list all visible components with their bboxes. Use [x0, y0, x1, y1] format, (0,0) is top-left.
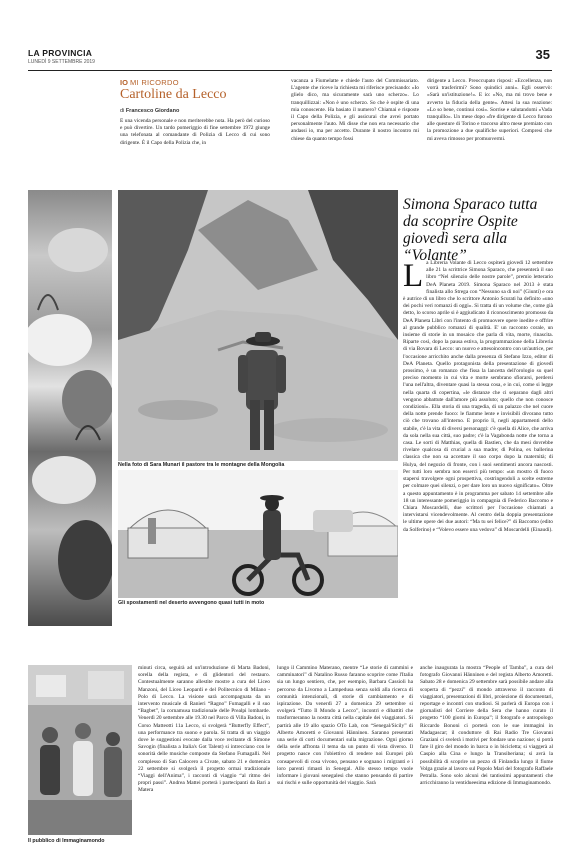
- feature-headline: Simona Sparaco tutta da scoprire Ospite giovedì sera alla “Volante”: [403, 196, 538, 264]
- herder-mountains-illustration: [118, 190, 398, 461]
- column-byline: [120, 108, 179, 114]
- column-text-1: È una vicenda personale e non meriterebbe nota. Ha però del curioso e può divertire. Un tardo pomeriggio di fine settembre 1972 giunge una telefonata al comandante di Polizia di Lecco di cui sono dirigente. È il Capo della Polizia che, in: [120, 118, 270, 146]
- feature-body-lead: a Libreria Volante di Lecco ospiterà giovedì 12 settembre alle 21 la scrittrice Simona Sparaco, che presenterà il suo libro “Nel silenzio delle nostre parole”, premio letterario DeA Planeta 2019.: [426, 260, 553, 288]
- newspaper-name: LA PROVINCIA: [28, 48, 93, 58]
- goats-illustration: [28, 190, 112, 626]
- photo-caption-motorcycle: Gli spostamenti nel deserto avvengono quasi tutti in moto: [118, 600, 265, 606]
- header-rule: [28, 70, 552, 71]
- byline-author: Francesco Giordano: [125, 108, 180, 114]
- motorcycle-yurts-illustration: [118, 470, 398, 598]
- column-text-2: vacanza a Fiumelatte e chiede l'auto del Commissariato. L'agente che riceve la richiesta mi riferisce precisando: «Io glielo dico, ma sicuramente sarà uno scherzo». Lo tranquillizzai: «Non è uno scherzo. So che è ospite di una mia conoscente. Ha basiato il numero? Chiamai e risposte il Capo della Polizia, e gli assicurai che avrei portato personalmente l'auto. Mi disse che non era necessario che andassi io, ma per accetto. Durante il nostro incontro mi chiese da quanto tempo fossi: [291, 78, 419, 142]
- column-kicker-label: MI RICORDO: [130, 78, 179, 87]
- column-title: Cartoline da Lecco: [120, 87, 227, 102]
- bottom-text-2: lungo il Cammino Materano, mentre “Le storie di cammini e camminatori” di Natalino Russo faranno scoprire come l'Italia sia un lungo sentiero, che, per esempio, Barbara Cassioli ha percorso da Livorno a Lampedusa senza soldi alla ricerca di comunità intenzionali, di storie di cambiamento e di ispirazione. Da venerdì 27 a domenica 29 settembre si svolgerà “Tutto Il Mondo a Lecco”, incontri e dibattiti che trasformeranno la nostra città nella capitale dei viaggiatori. Si partirà alle 19 allo spazio OTo Lab, con “Senegal/Sicily” di Alberto Amoretti e Giovanni Hänninen. Saranno presentati una serie di corti documentari sulla migrazione. Ogni giorno della serie affronta il tema da un punto di vista diverso. Il progetto nasce con l'obiettivo di rendere noi Europei più consapevoli di cosa vivono, pensano e sognano i migranti e i loro parenti rimasti in Senegal. Allo stesso tempo vuole informare i giovani senegalesi che stanno pensando di partire sui rischi e sulle opportunità del viaggio. Sarà: [277, 665, 413, 787]
- photo-caption-audience: Il pubblico di Immaginamondo: [28, 838, 105, 844]
- bottom-text-1: minuti circa, seguirà ad un'introduzione di Marta Badoni, sorella della regista, e di glidentori del restauro. Contestualmente saranno allestite mostre a cura del Liceo Manzoni, del Liceo Leopardi e del Politecnico di Milano - Polo di Lecco. La visione sarà accompagnata da un intervento musicale di Ranieri “Ragno” Fumagalli e il suo “Bagbet”, la cornamusa tradizionale delle Prealpi lombarde. Venerdì 20 settembre alle 19.30 nel Parco di Villa Badoni, in Corso Matteotti 11a Lecco, si svolgerà “Butterfly Effect”, una performance tra suono e parola. Si tratta di un viaggio dove le suggestioni evocate dalla voce recitante di Simone Savogin (finalista a Italia's Got Talent) si intrecciano con le sonorità delle musiche composte da Stefano Fumagalli. Nel complesso di San Calocero a Civate, sabato 21 e domenica 22 settembre si svolgerà il progetto ormai tradizionale “Viaggi dell'Anima”, i racconti di viaggio “al ritmo dei propri passi”. Andrea Mattei porterà i partecipanti da Bari a Matera: [138, 665, 270, 794]
- photo-herder-mountains: [118, 190, 398, 461]
- feature-dropcap: L: [403, 260, 424, 294]
- feature-body-rest: Simona Sparaco nel 2013 è stata finalista allo Strega con “Nessuno sa di noi” (Giunti) e ora è autrice di un libro che lo scrittore Antonio Scurati ha definito «uno dei pochi veri romanzi di oggi». Si tratta di un volume che, come già detto, lo scorso aprile si è aggiudicato il riconoscimento promosso da DeA Planeta Libri con l'intento di promuovere opere inedite e offrire al grande pubblico romanzi di qualità. E' un racconto corale, un insieme di storie in un mosaico che parla di vita, morte, rinascita. Riparte così, dopo la pausa estiva, la programmazione della Libreria di via Bovara di Lecco: un nuovo e attesoincontro con un'autrice, per l'occasione arricchito anche dalla presenza di Stefano Izzo, editor di DeA Planeta. Quello protagonista della presentazione di giovedì prossimo, è un romanzo che fissa la lancetta dell'orologio su quel preciso momento in cui vita e morte sembrano sfiorarsi, perdersi l'una nell'altra, diventare quasi la stessa cosa, e in cui, come si legge nella quarta di copertina, «le distanze che ci separano dagli altri vengono abbattute dall'amore più assoluto; quello che non conosce condizioni». Ella storia di una tragedia, di un palazzo che nel cuore della notte prende fuoco: le fiamme lente e invisibili divorano tutto ciò che trovano all'interno. E proprio lì, negli appartamenti dello stabile, c'è la vita di diversi personaggi: c'è quella di Alice, che arriva da sola nella sua città, suo padre; c'è la Vagabonda notte che torna a casa. Le sorti di Matthias, quella di Bastien, che da mesi dovrebbe rivelare qualcosa di crucial a sua madre; di Polina, ex ballerina classica che non sa accettare il suo corpo dopo la maternità; di Hulya, del negozio di fronte, con i suoi sentimenti ancora nascosti. Per tutti loro sembra non esserci più tempo: «un mostro di fuoco stapersi travolgere ogni prospettiva, costringendoli a scelte estreme per colmare quei silenzi, o per dare loro un nuovo significato». Oltre a questo appuntamento è in programma per sabato 14 settembre alle 18 un interessante pomeriggio in compagnia di Federico Baccomo e Chiara Moscardelli, due scrittori per l'occasione chiamati a intervistarsi vicendevolmente. Al centro della doppia presentazione le ultime opere dei due autori: “Ma tu sei felice?” di Baccomo (edito da Solferino) e “Volevo essere una vedova” di Moscardelli (Einaudi).: [403, 281, 553, 533]
- photo-caption-herder: Nella foto di Sara Munari il pastore tra le montagne della Mongolia: [118, 462, 285, 468]
- column-kicker: [120, 78, 179, 87]
- photo-goats-strip: [28, 190, 112, 626]
- bottom-text-3: anche inaugurata la mostra “People of Tamba”, a cura del fotografo Giovanni Hänninen e del regista Alberto Amoretti. Sabato 28 e domenica 29 settembre sarà possibile andare alla scoperta di “pezzi” di mondo attraverso il racconto di viaggiatori, presentazioni di libri, proiezione di documentari, reportage e incontri con studiosi. Si parlerà di Europa con i giornalisti del Corriere della Sera che hanno curato il progetto “100 giorni in Europa”; il fotografo e antropologo Riccardo Bononi ci porterà con le sue immagini in Madagascar; il conduttore di Rai Radio Tre Giovanni Graziani ci svelerà i motivi per fondare uno nazione; si potrà fare il giro del mondo in barca o in bicicletta; si viaggerà al Caspio alla Cina e lungo la Transiberiana; si avrà la possibilità di scoprire un pezzo di Finlandia lungo il fiume Volga grazie al lavoro sul Popolo Mari del fotografo Raffaele Petralla. Sono solo alcuni dei tantissimi appuntamenti che arricchiranno la ventidueesima edizione di Immaginamondo.: [420, 665, 553, 787]
- issue-date: LUNEDÌ 9 SETTEMBRE 2019: [28, 59, 95, 65]
- page-number: 35: [535, 47, 550, 62]
- byline-prefix: di: [120, 108, 125, 114]
- column-kicker-prefix: IO: [120, 78, 128, 87]
- photo-audience: [28, 665, 132, 835]
- masthead: [28, 48, 95, 65]
- column-text-3: dirigente a Lecco. Preoccupato risposi: «Eccellenza, non vorrà trasferirmi? Sono quindici anni». Egli osservò: «Sarà un'istituzione!». E io: «No, ma mi trovo bene e avverto la fiducia della gente». Attesi la sua reazione: «Lo so bene, continui così». Sorrise e salutandomi «Vada tranquillo». Un mese dopo «fre dirigente di Lecco furono alle questure di Torino e tracorso altro mese premiato con la promozione a due qualifiche superiori. Compresi che mi aveva rimosso per promuovermi.: [427, 78, 552, 142]
- audience-illustration: [28, 665, 132, 835]
- photo-motorcycle-yurts: [118, 470, 398, 598]
- feature-body: [403, 260, 553, 634]
